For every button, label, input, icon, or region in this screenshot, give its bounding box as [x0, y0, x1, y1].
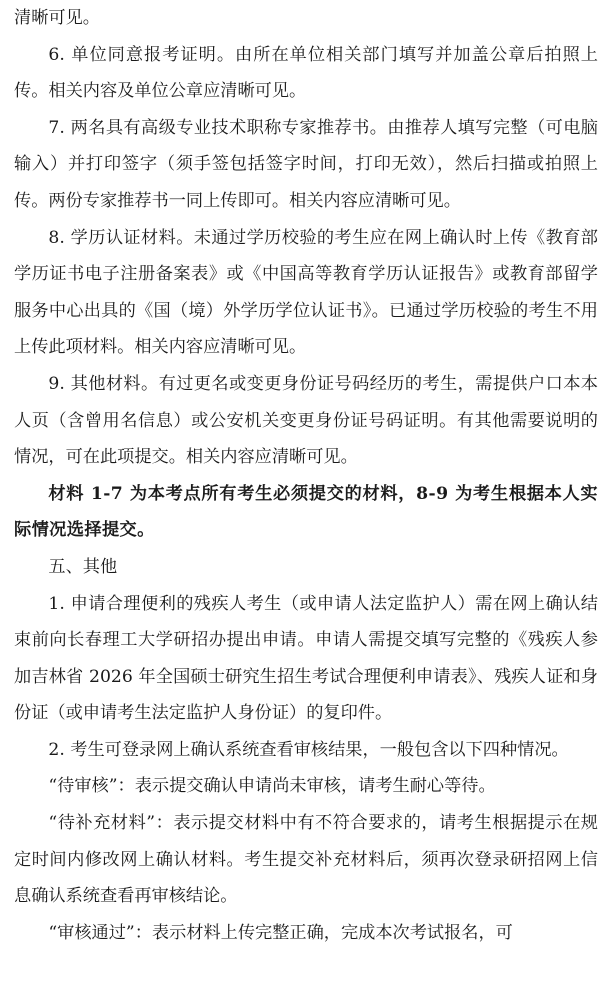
- status-approved: “审核通过”：表示材料上传完整正确，完成本次考试报名，可: [48, 922, 513, 943]
- document-body: [14, 0, 598, 951]
- item-6-unit-consent: 6. 单位同意报考证明。由所在单位相关部门填写并加盖公章后拍照上传。相关内容及单位公章应清晰可见。: [14, 44, 598, 102]
- status-pending-review: “待审核”：表示提交确认申请尚未审核，请考生耐心等待。: [48, 776, 496, 797]
- item-8-degree-certification: 8. 学历认证材料。未通过学历校验的考生应在网上确认时上传《教育部学历证书电子注册备案表》或《中国高等教育学历认证报告》或教育部留学服务中心出具的《国（境）外学历学位认证书》。已通过学历校验的考生不用上传此项材料。相关内容应清晰可见。: [14, 227, 598, 358]
- section-heading-other: 五、其他: [48, 556, 118, 577]
- required-materials-note: 材料 1-7 为本考点所有考生必须提交的材料，8-9 为考生根据本人实际情况选择提交。: [14, 483, 598, 541]
- other-item-1-disability: 1. 申请合理便利的残疾人考生（或申请人法定监护人）需在网上确认结束前向长春理工大学研招办提出申请。申请人需提交填写完整的《残疾人参加吉林省 2026 年全国硕士研究生招生考试合理便利申请表》、残疾人证和身份证（或申请考生法定监护人身份证）的复印件。: [14, 593, 598, 724]
- item-9-other-materials: 9. 其他材料。有过更名或变更身份证号码经历的考生，需提供户口本本人页（含曾用名信息）或公安机关变更身份证号码证明。有其他需要说明的情况，可在此项提交。相关内容应清晰可见。: [14, 373, 598, 468]
- item-7-expert-recommendation: 7. 两名具有高级专业技术职称专家推荐书。由推荐人填写完整（可电脑输入）并打印签字（须手签包括签字时间，打印无效），然后扫描或拍照上传。两份专家推荐书一同上传即可。相关内容应清晰可见。: [14, 117, 598, 211]
- status-needs-supplement: “待补充材料”：表示提交材料中有不符合要求的，请考生根据提示在规定时间内修改网上确认材料。考生提交补充材料后，须再次登录研招网上信息确认系统查看再审核结论。: [14, 813, 598, 907]
- continued-text: 清晰可见。: [14, 8, 100, 28]
- other-item-2-review-result: 2. 考生可登录网上确认系统查看审核结果，一般包含以下四种情况。: [48, 739, 569, 760]
